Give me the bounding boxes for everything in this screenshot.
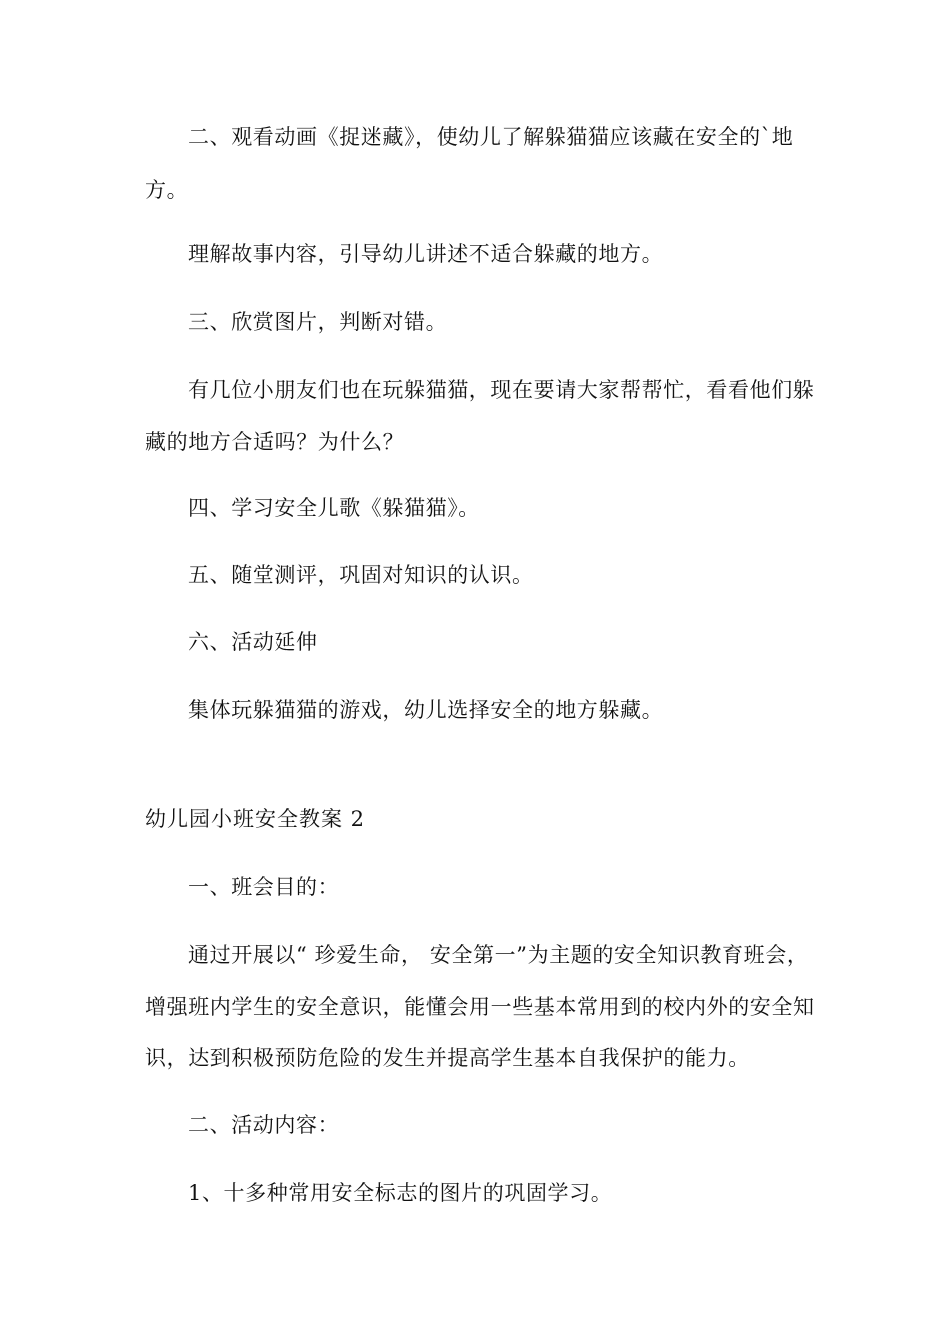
paragraph-line: 通过开展以“ 珍爱生命， 安全第一”为主题的安全知识教育班会，	[188, 943, 809, 967]
paragraph-line: 藏的地方合适吗？为什么？	[145, 430, 405, 454]
paragraph-line: 理解故事内容，引导幼儿讲述不适合躲藏的地方。	[188, 242, 664, 266]
list-item: 1、十多种常用安全标志的图片的巩固学习。	[188, 1181, 613, 1205]
document-title: 幼儿园小班安全教案 2	[145, 807, 366, 831]
section-heading: 五、随堂测评，巩固对知识的认识。	[188, 563, 534, 587]
paragraph-line: 有几位小朋友们也在玩躲猫猫，现在要请大家帮帮忙，看看他们躲	[188, 378, 815, 402]
paragraph-line: 识，达到积极预防危险的发生并提高学生基本自我保护的能力。	[145, 1046, 750, 1070]
section-heading: 二、活动内容：	[188, 1113, 340, 1137]
section-heading: 四、学习安全儿歌《躲猫猫》。	[188, 496, 480, 520]
section-heading: 一、班会目的：	[188, 875, 340, 899]
section-heading: 六、活动延伸	[188, 630, 318, 654]
section-heading: 三、欣赏图片，判断对错。	[188, 310, 448, 334]
paragraph-line: 方。	[145, 178, 189, 202]
paragraph-line: 集体玩躲猫猫的游戏，幼儿选择安全的地方躲藏。	[188, 698, 664, 722]
paragraph-line: 二、观看动画《捉迷藏》，使幼儿了解躲猫猫应该藏在安全的`地	[188, 125, 794, 149]
paragraph-line: 增强班内学生的安全意识，能懂会用一些基本常用到的校内外的安全知	[145, 995, 815, 1019]
